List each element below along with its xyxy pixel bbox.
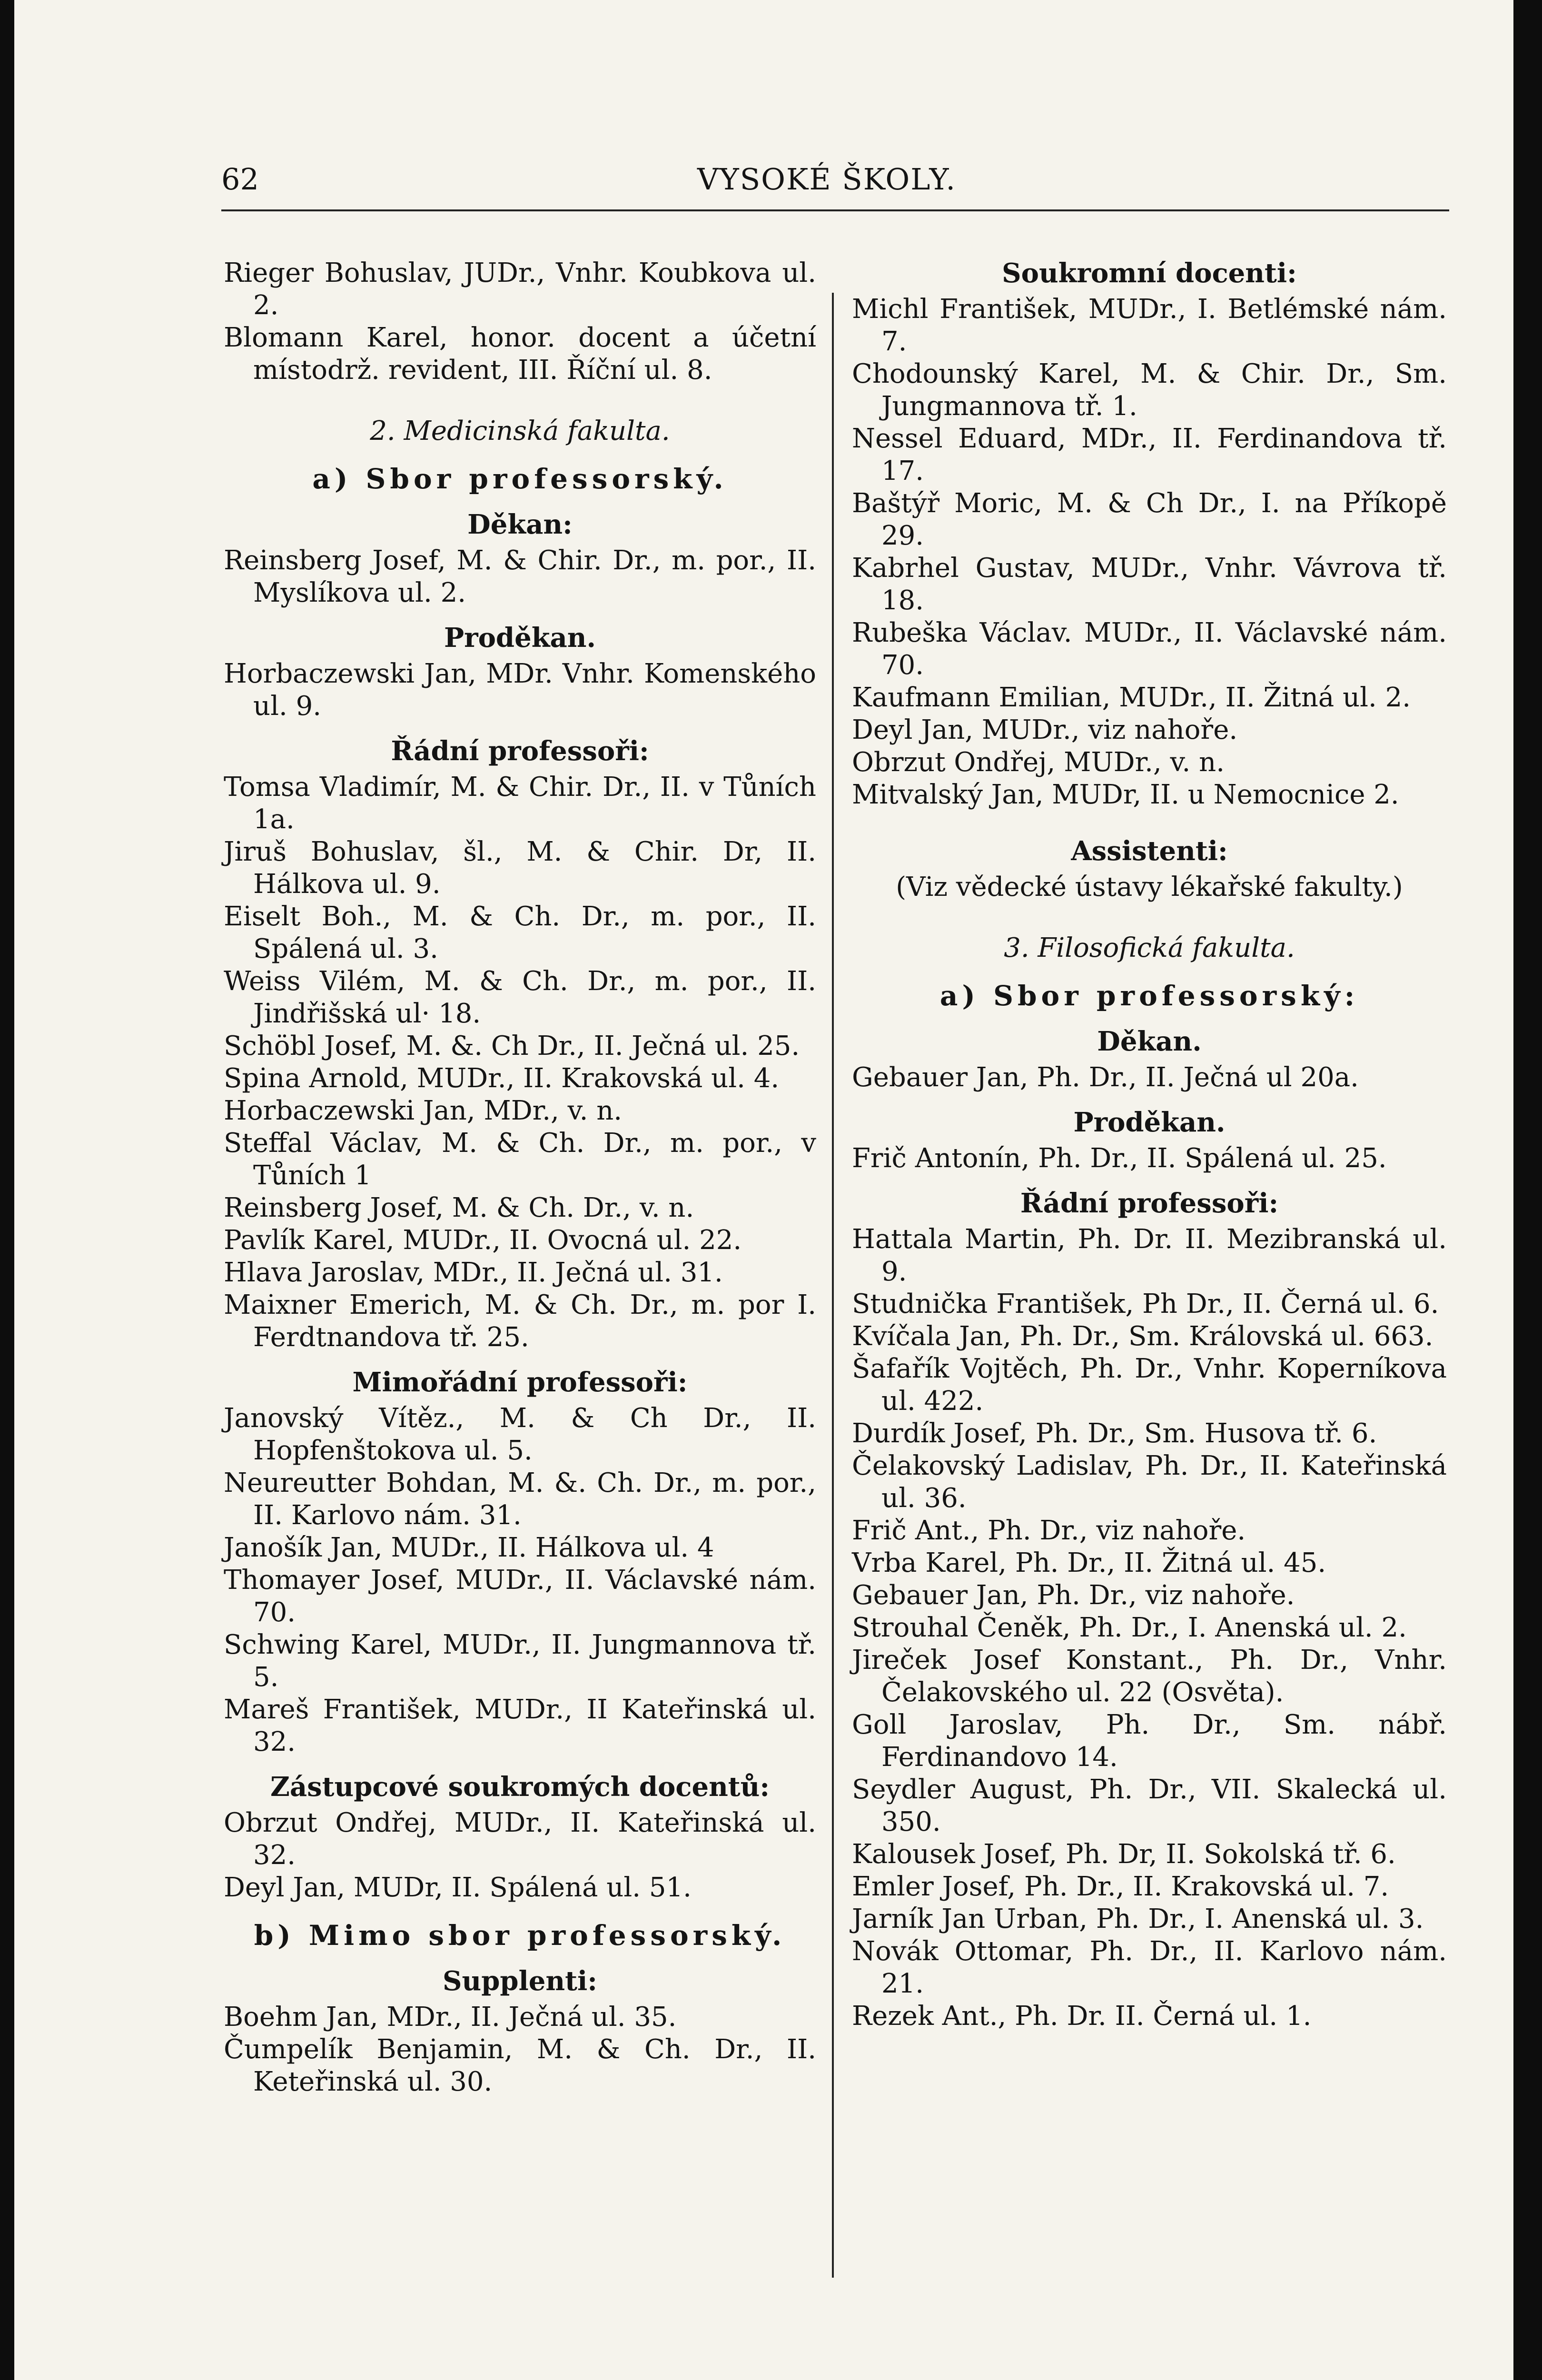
directory-entry: Gebauer Jan, Ph. Dr., II. Ječná ul 20a.	[852, 1062, 1359, 1093]
group-heading: Řádní professoři:	[391, 735, 649, 767]
directory-entry: Eiselt Boh., M. & Ch. Dr., m. por., II. Spálená ul. 3.	[224, 901, 816, 964]
group-heading: Zástupcové soukromých docentů:	[270, 1771, 770, 1803]
directory-entry: Janošík Jan, MUDr., II. Hálkova ul. 4	[224, 1532, 714, 1563]
directory-entry: Kabrhel Gustav, MUDr., Vnhr. Vávrova tř. 18.	[852, 553, 1447, 616]
entry-list	[224, 1402, 816, 1758]
directory-entry: Hlava Jaroslav, MDr., II. Ječná ul. 31.	[224, 1257, 723, 1288]
entry-list	[224, 1807, 816, 1904]
section-title: 3. Filosofická fakulta.	[1004, 932, 1295, 963]
directory-entry: Jarník Jan Urban, Ph. Dr., I. Anenská ul. 3.	[852, 1904, 1424, 1934]
directory-entry: Seydler August, Ph. Dr., VII. Skalecká ul. 350.	[852, 1774, 1447, 1837]
directory-entry: Reinsberg Josef, M. & Ch. Dr., v. n.	[224, 1192, 694, 1223]
section-title: 2. Medicinská fakulta.	[370, 416, 670, 446]
directory-entry: Emler Josef, Ph. Dr., II. Krakovská ul. 7.	[852, 1871, 1389, 1902]
group-heading: Mimořádní professoři:	[352, 1367, 688, 1398]
directory-entry: Strouhal Čeněk, Ph. Dr., I. Anenská ul. 2.	[852, 1612, 1407, 1643]
directory-entry: Horbaczewski Jan, MDr. Vnhr. Komenského ul. 9.	[224, 658, 816, 722]
group-heading: Soukromní docenti:	[1002, 258, 1297, 289]
directory-entry: Šafařík Vojtěch, Ph. Dr., Vnhr. Koperníkova ul. 422.	[852, 1353, 1447, 1417]
directory-entry: Frič Ant., Ph. Dr., viz nahoře.	[852, 1515, 1246, 1546]
entry-list	[224, 771, 816, 1354]
directory-entry: Baštýř Moric, M. & Ch Dr., I. na Příkopě 29.	[852, 488, 1447, 551]
directory-entry: Deyl Jan, MUDr., viz nahoře.	[852, 714, 1238, 745]
directory-entry: Kaufmann Emilian, MUDr., II. Žitná ul. 2.	[852, 682, 1411, 713]
directory-entry: Schwing Karel, MUDr., II. Jungmannova tř. 5.	[224, 1629, 816, 1693]
subsection-title: b) Mimo sbor professorský.	[254, 1919, 786, 1952]
directory-entry: Michl František, MUDr., I. Betlémské nám. 7.	[852, 294, 1447, 357]
directory-entry: Boehm Jan, MDr., II. Ječná ul. 35.	[224, 2002, 677, 2033]
directory-entry: Gebauer Jan, Ph. Dr., viz nahoře.	[852, 1580, 1295, 1611]
group-heading: Děkan:	[467, 509, 573, 540]
directory-entry: Deyl Jan, MUDr, II. Spálená ul. 51.	[224, 1872, 692, 1903]
directory-entry: Rezek Ant., Ph. Dr. II. Černá ul. 1.	[852, 2001, 1312, 2032]
directory-entry: Jiruš Bohuslav, šl., M. & Chir. Dr, II. Hálkova ul. 9.	[224, 836, 816, 900]
group-heading: Proděkan.	[444, 622, 596, 654]
running-title: VYSOKÉ ŠKOLY.	[697, 162, 957, 197]
directory-entry: Mareš František, MUDr., II Kateřinská ul. 32.	[224, 1694, 816, 1757]
directory-entry: Spina Arnold, MUDr., II. Krakovská ul. 4.	[224, 1063, 780, 1094]
subsection-title: a) Sbor professorský:	[939, 980, 1359, 1012]
entry-list	[852, 1223, 1447, 2033]
directory-entry: Novák Ottomar, Ph. Dr., II. Karlovo nám. 21.	[852, 1936, 1447, 1999]
directory-entry: Weiss Vilém, M. & Ch. Dr., m. por., II. Jindřišská ul· 18.	[224, 966, 816, 1029]
note: (Viz vědecké ústavy lékařské fakulty.)	[896, 872, 1403, 902]
directory-entry: Čumpelík Benjamin, M. & Ch. Dr., II. Keteřinská ul. 30.	[224, 2034, 816, 2097]
group-heading: Supplenti:	[443, 1965, 597, 1997]
left-column	[224, 257, 816, 2098]
entry-list	[224, 257, 816, 387]
group-heading: Assistenti:	[1071, 835, 1228, 867]
directory-entry: Frič Antonín, Ph. Dr., II. Spálená ul. 25.	[852, 1143, 1387, 1174]
page-header	[221, 162, 1449, 211]
directory-entry: Blomann Karel, honor. docent a účetní místodrž. revident, III. Říční ul. 8.	[224, 322, 816, 386]
directory-entry: Hattala Martin, Ph. Dr. II. Mezibranská ul. 9.	[852, 1224, 1447, 1287]
group-heading: Děkan.	[1097, 1026, 1202, 1057]
directory-entry: Mitvalský Jan, MUDr, II. u Nemocnice 2.	[852, 779, 1399, 810]
directory-entry: Tomsa Vladimír, M. & Chir. Dr., II. v Tůních 1a.	[224, 772, 816, 835]
directory-entry: Obrzut Ondřej, MUDr., II. Kateřinská ul. 32.	[224, 1807, 816, 1871]
directory-entry: Neureutter Bohdan, M. &. Ch. Dr., m. por., II. Karlovo nám. 31.	[224, 1468, 816, 1531]
directory-entry: Obrzut Ondřej, MUDr., v. n.	[852, 747, 1225, 778]
directory-entry: Vrba Karel, Ph. Dr., II. Žitná ul. 45.	[852, 1547, 1326, 1578]
directory-entry: Rubeška Václav. MUDr., II. Václavské nám. 70.	[852, 617, 1447, 681]
entry-list	[852, 293, 1447, 811]
group-heading: Řádní professoři:	[1020, 1188, 1279, 1219]
directory-entry: Kalousek Josef, Ph. Dr, II. Sokolská tř. 6.	[852, 1839, 1396, 1870]
directory-entry: Thomayer Josef, MUDr., II. Václavské nám. 70.	[224, 1565, 816, 1628]
column-divider	[832, 293, 834, 2278]
directory-entry: Chodounský Karel, M. & Chir. Dr., Sm. Jungmannova tř. 1.	[852, 358, 1447, 422]
entry-list	[852, 1142, 1447, 1175]
subsection-title: a) Sbor professorský.	[312, 463, 728, 495]
directory-entry: Schöbl Josef, M. &. Ch Dr., II. Ječná ul. 25.	[224, 1031, 800, 1061]
book-page	[14, 0, 1513, 2380]
directory-entry: Studnička František, Ph Dr., II. Černá ul. 6.	[852, 1289, 1439, 1319]
directory-entry: Čelakovský Ladislav, Ph. Dr., II. Kateřinská ul. 36.	[852, 1450, 1447, 1514]
entry-list	[224, 658, 816, 723]
entry-list	[852, 1061, 1447, 1094]
directory-entry: Reinsberg Josef, M. & Chir. Dr., m. por., II. Myslíkova ul. 2.	[224, 545, 816, 608]
entry-list	[224, 545, 816, 609]
directory-entry: Steffal Václav, M. & Ch. Dr., m. por., v Tůních 1	[224, 1128, 816, 1191]
page-number: 62	[221, 162, 259, 197]
group-heading: Proděkan.	[1073, 1107, 1226, 1138]
directory-entry: Horbaczewski Jan, MDr., v. n.	[224, 1095, 623, 1126]
directory-entry: Pavlík Karel, MUDr., II. Ovocná ul. 22.	[224, 1225, 742, 1256]
directory-entry: Kvíčala Jan, Ph. Dr., Sm. Královská ul. 663.	[852, 1321, 1433, 1352]
directory-entry: Maixner Emerich, M. & Ch. Dr., m. por I. Ferdtnandova tř. 25.	[224, 1289, 816, 1353]
directory-entry: Nessel Eduard, MDr., II. Ferdinandova tř. 17.	[852, 423, 1447, 486]
directory-entry: Durdík Josef, Ph. Dr., Sm. Husova tř. 6.	[852, 1418, 1377, 1449]
right-column	[852, 257, 1447, 2033]
directory-entry: Janovský Vítěz., M. & Ch Dr., II. Hopfenštokova ul. 5.	[224, 1403, 816, 1466]
entry-list	[224, 2001, 816, 2098]
directory-entry: Jireček Josef Konstant., Ph. Dr., Vnhr. Čelakovského ul. 22 (Osvěta).	[852, 1645, 1447, 1708]
directory-entry: Goll Jaroslav, Ph. Dr., Sm. nábř. Ferdinandovo 14.	[852, 1709, 1447, 1773]
directory-entry: Rieger Bohuslav, JUDr., Vnhr. Koubkova ul. 2.	[224, 258, 816, 321]
